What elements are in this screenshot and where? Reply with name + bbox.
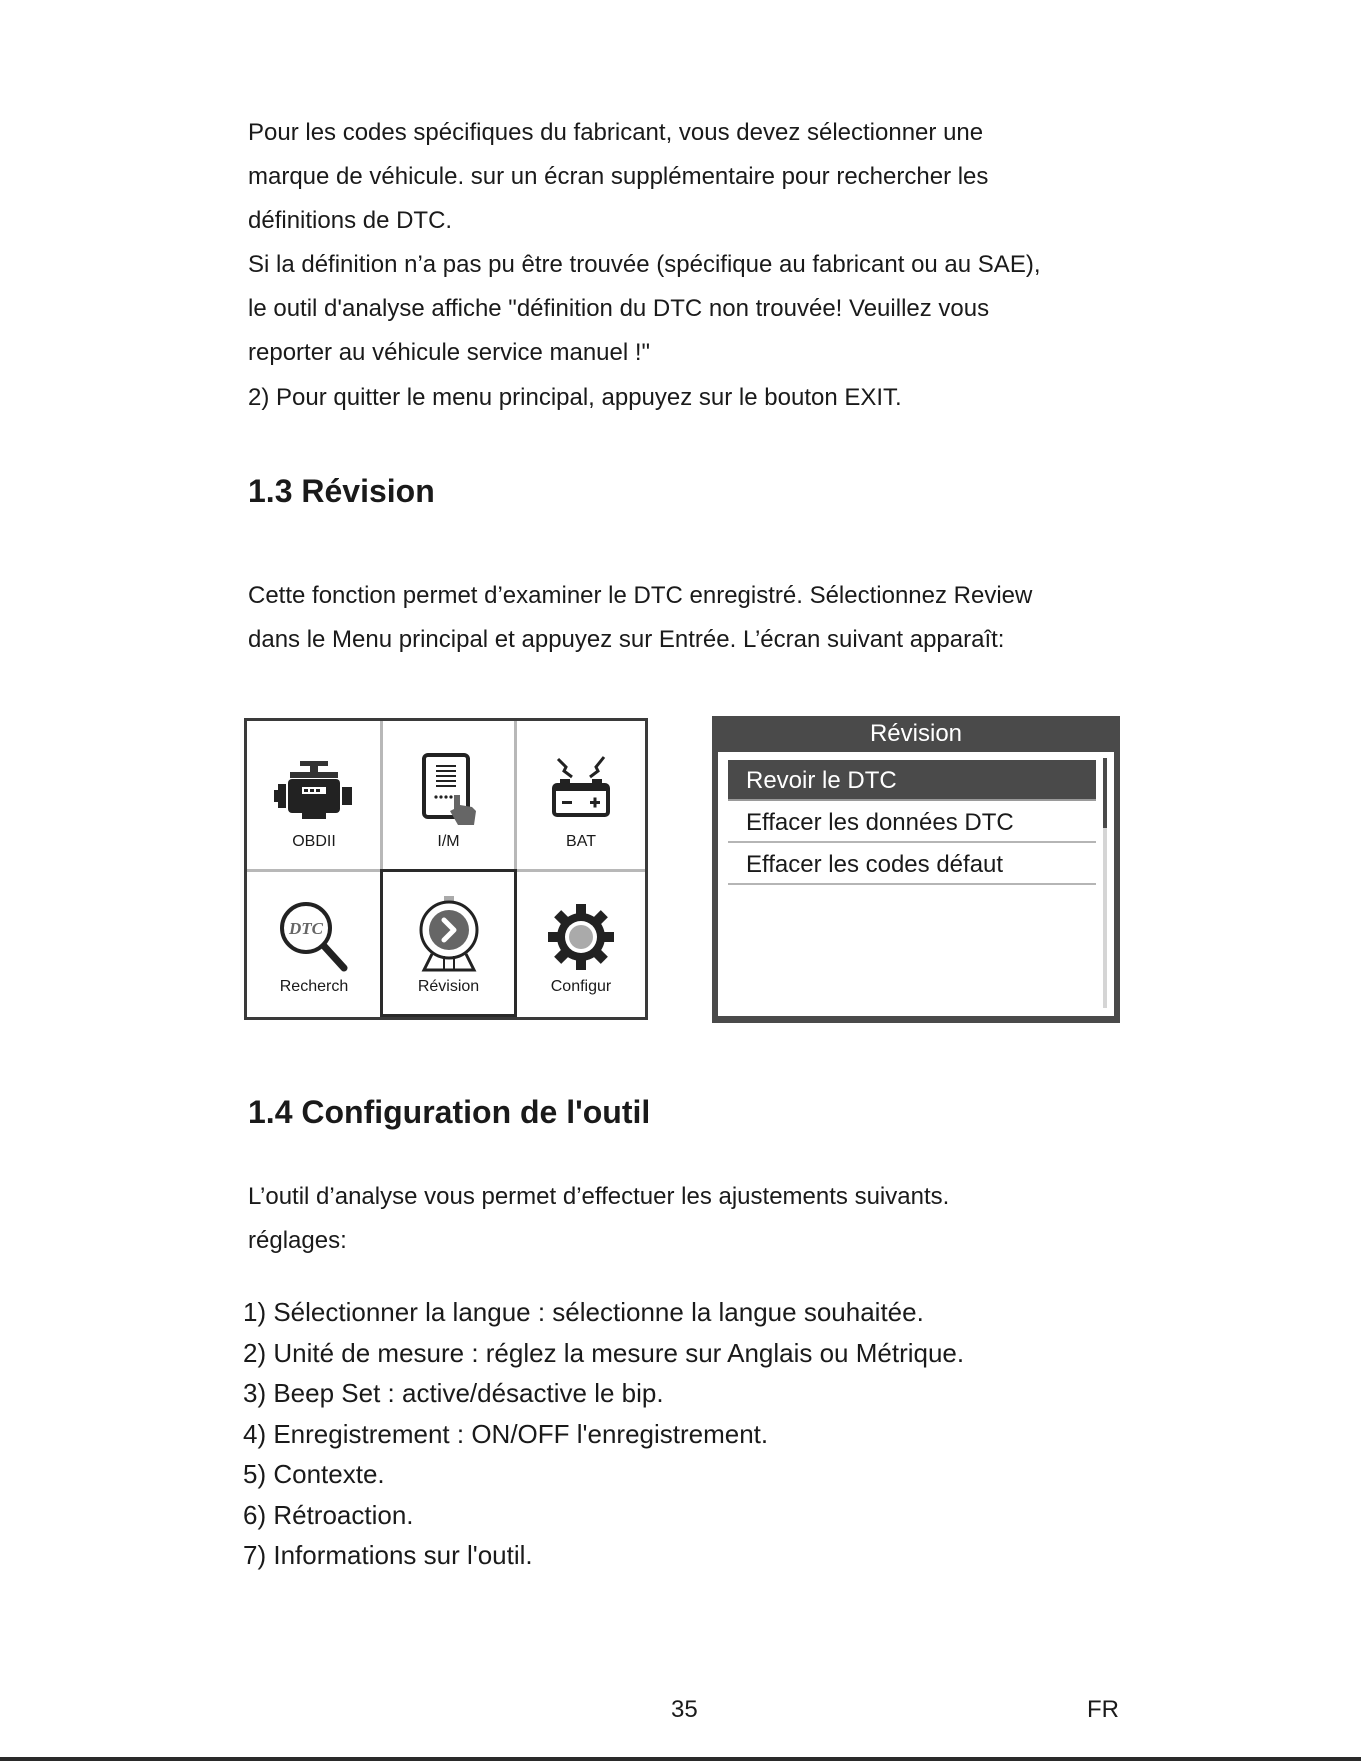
section-heading-revision: 1.3 Révision (248, 473, 435, 509)
menu-selection-frame (380, 869, 517, 1017)
main-menu-grid (244, 718, 648, 1020)
revision-line: Cette fonction permet d’examiner le DTC enregistré. Sélectionnez Review (248, 582, 1033, 609)
menu-item-label: I/M (437, 833, 460, 850)
page-bottom-rule (0, 1757, 1361, 1761)
dtc-search-icon (274, 898, 354, 974)
menu-item-label: Configur (550, 978, 612, 995)
settings-list (243, 1292, 964, 1576)
intro-line: définitions de DTC. (248, 207, 453, 234)
battery-icon (546, 753, 616, 825)
list-item: 6) Rétroaction. (243, 1499, 414, 1530)
review-screen (712, 716, 1120, 1023)
gear-icon (546, 902, 616, 972)
engine-icon (274, 757, 354, 827)
section-heading-config: 1.4 Configuration de l'outil (248, 1094, 651, 1130)
menu-item-label: BAT (566, 833, 596, 850)
menu-item-recherch[interactable] (247, 872, 381, 1017)
menu-option-review-dtc[interactable]: Revoir le DTC (728, 760, 1096, 801)
menu-item-obdii[interactable] (247, 721, 381, 869)
scrollbar[interactable] (1103, 758, 1107, 1008)
language-code: FR (1087, 1696, 1119, 1723)
menu-item-label: Recherch (279, 978, 349, 995)
intro-line: le outil d'analyse affiche "définition du DTC non trouvée! Veuillez vous (248, 295, 990, 322)
svg-text:DTC: DTC (289, 919, 323, 938)
screen-title: Révision (869, 720, 963, 747)
list-item: 2) Unité de mesure : réglez la mesure sur Anglais ou Métrique. (243, 1337, 965, 1368)
intro-line: marque de véhicule. sur un écran supplémentaire pour rechercher les (248, 163, 989, 190)
menu-option-clear-fault-codes[interactable]: Effacer les codes défaut (728, 844, 1096, 885)
menu-item-configur[interactable] (517, 872, 645, 1017)
list-item: 1) Sélectionner la langue : sélectionne la langue souhaitée. (243, 1297, 924, 1327)
list-item: 4) Enregistrement : ON/OFF l'enregistrement. (243, 1418, 769, 1449)
intro-line: Si la définition n’a pas pu être trouvée (spécifique au fabricant ou au SAE), (248, 251, 1041, 278)
list-item: 5) Contexte. (243, 1459, 385, 1489)
menu-option-clear-dtc-data[interactable]: Effacer les données DTC (728, 802, 1096, 843)
screen-body (718, 752, 1114, 1016)
intro-line: Pour les codes spécifiques du fabricant, vous devez sélectionner une (248, 119, 984, 146)
list-item: 3) Beep Set : active/désactive le bip. (243, 1378, 664, 1408)
scrollbar-thumb[interactable] (1103, 758, 1107, 828)
config-line: L’outil d’analyse vous permet d’effectuer les ajustements suivants. (248, 1183, 950, 1210)
menu-item-im[interactable] (383, 721, 514, 869)
menu-item-label: Révision (417, 978, 480, 995)
list-item: 7) Informations sur l'outil. (243, 1540, 533, 1570)
config-line: réglages: (248, 1227, 347, 1254)
revision-line: dans le Menu principal et appuyez sur Entrée. L’écran suivant apparaît: (248, 626, 1005, 653)
intro-line: 2) Pour quitter le menu principal, appuyez sur le bouton EXIT. (248, 384, 902, 411)
menu-item-bat[interactable] (517, 721, 645, 869)
page-number: 35 (671, 1696, 698, 1723)
tablet-touch-icon (414, 751, 484, 827)
menu-item-label: OBDII (292, 833, 336, 850)
intro-line: reporter au véhicule service manuel !" (248, 339, 651, 366)
